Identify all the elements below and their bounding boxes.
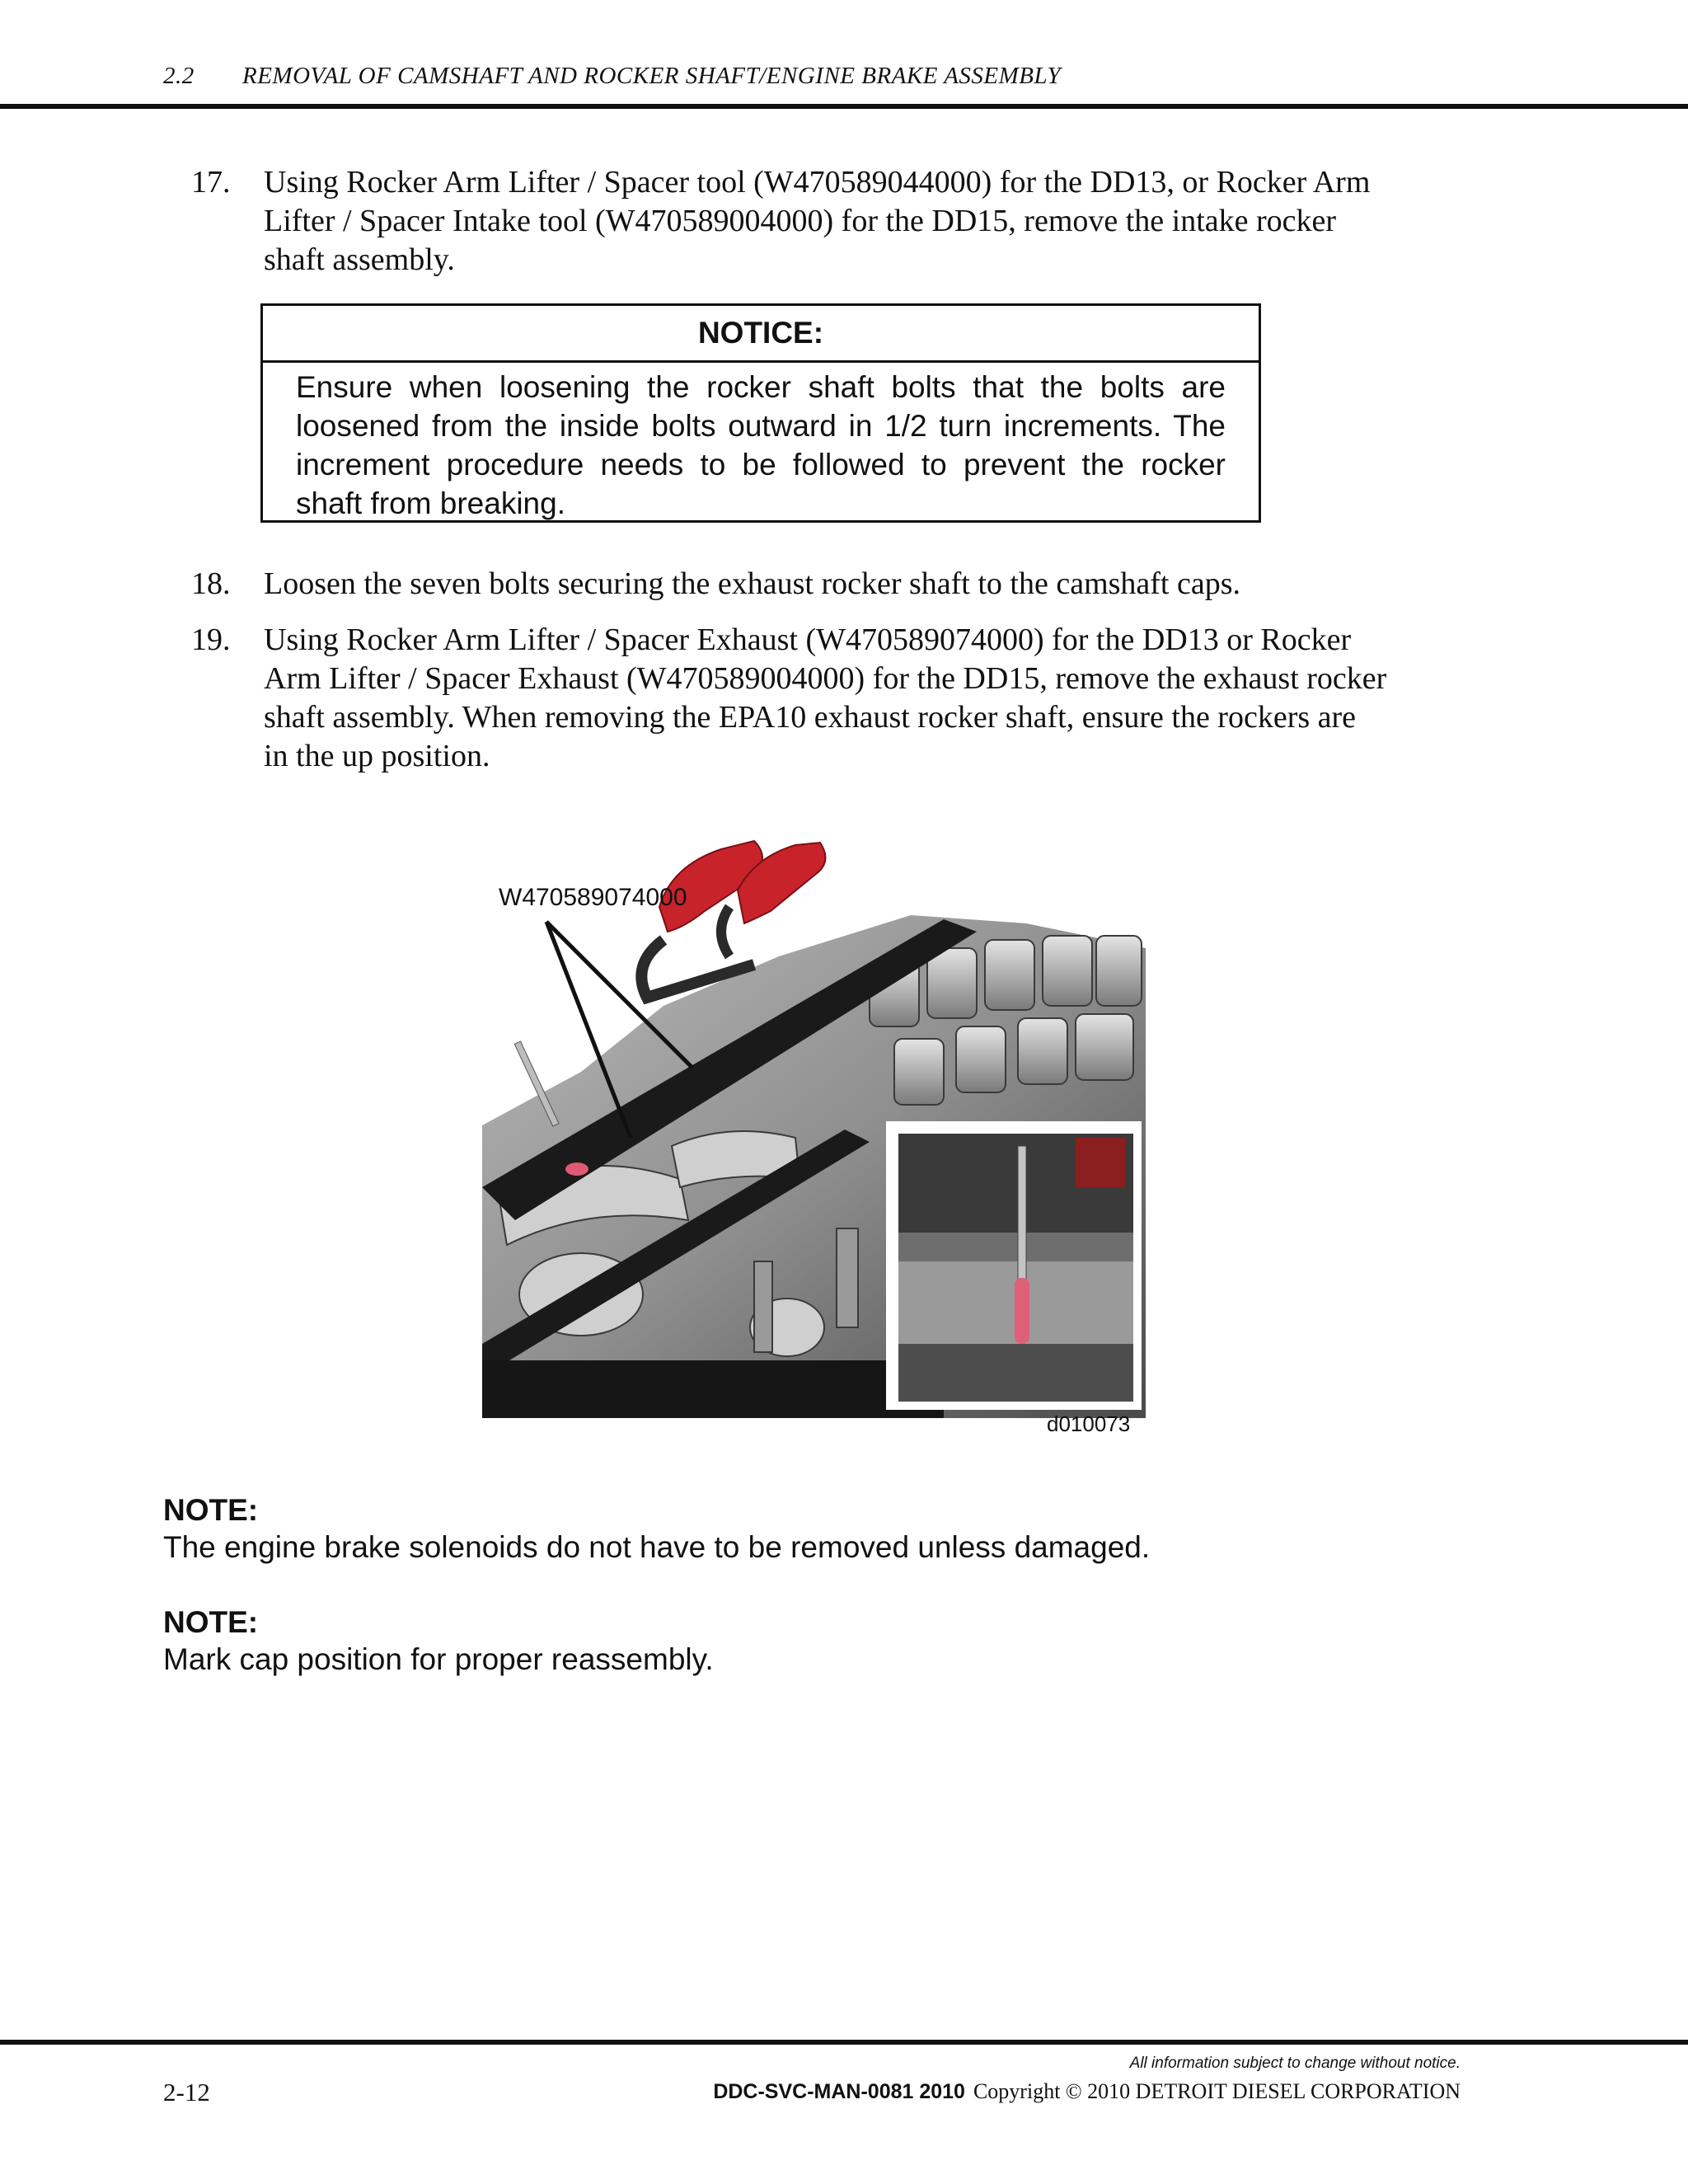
tool-callout-label: W470589074000 [499, 884, 687, 911]
copyright: Copyright © 2010 DETROIT DIESEL CORPORATION [973, 2079, 1461, 2103]
footer-copyright-line [713, 2079, 1461, 2104]
step-line: Loosen the seven bolts securing the exhaust rocker shaft to the camshaft caps. [264, 566, 1241, 601]
step-number: 17. [191, 165, 231, 200]
step-line: shaft assembly. When removing the EPA10 exhaust rocker shaft, ensure the rockers are [264, 700, 1357, 735]
step-line: Using Rocker Arm Lifter / Spacer tool (W470589044000) for the DD13, or Rocker Arm [264, 165, 1371, 200]
page-number: 2-12 [163, 2078, 210, 2107]
step-line: Arm Lifter / Spacer Exhaust (W470589004000) for the DD15, remove the exhaust rocker [264, 661, 1387, 696]
step-number: 18. [191, 566, 231, 601]
footer-rule [0, 2040, 1688, 2045]
note-heading: NOTE: [163, 1493, 259, 1527]
notice-box [260, 303, 1261, 523]
doc-code: DDC-SVC-MAN-0081 2010 [713, 2080, 965, 2103]
step-line: Using Rocker Arm Lifter / Spacer Exhaust (W470589074000) for the DD13 or Rocker [264, 622, 1352, 657]
note-text: Mark cap position for proper reassembly. [163, 1642, 714, 1676]
section-title: REMOVAL OF CAMSHAFT AND ROCKER SHAFT/ENGINE BRAKE ASSEMBLY [242, 63, 1062, 89]
header-rule [0, 104, 1688, 109]
step-line: shaft assembly. [264, 242, 455, 277]
section-number: 2.2 [163, 63, 195, 89]
notice-text: Ensure when loosening the rocker shaft bolts that the bolts are loosened from the inside bolts outward in 1/2 turn increments. The increment procedure needs to be followed to prevent the rocker shaft from breaking. [296, 370, 1226, 520]
note-text: The engine brake solenoids do not have to be removed unless damaged. [163, 1530, 1151, 1564]
figure-id: d010073 [1047, 1411, 1131, 1436]
engine-photo [482, 833, 1150, 1426]
step-17 [191, 163, 1370, 279]
footer-disclaimer: All information subject to change without notice. [1129, 2055, 1461, 2072]
note-1 [163, 1492, 1150, 1566]
note-heading: NOTE: [163, 1605, 259, 1639]
step-18 [191, 565, 1240, 604]
step-19 [191, 621, 1386, 776]
step-line: Lifter / Spacer Intake tool (W470589004000) for the DD15, remove the intake rocker [264, 204, 1337, 238]
engine-photo-figure [482, 833, 1150, 1436]
note-2 [163, 1604, 714, 1679]
step-line: in the up position. [264, 739, 490, 773]
step-number: 19. [191, 622, 231, 657]
section-header [163, 63, 1061, 90]
notice-title: NOTICE: [263, 306, 1259, 363]
